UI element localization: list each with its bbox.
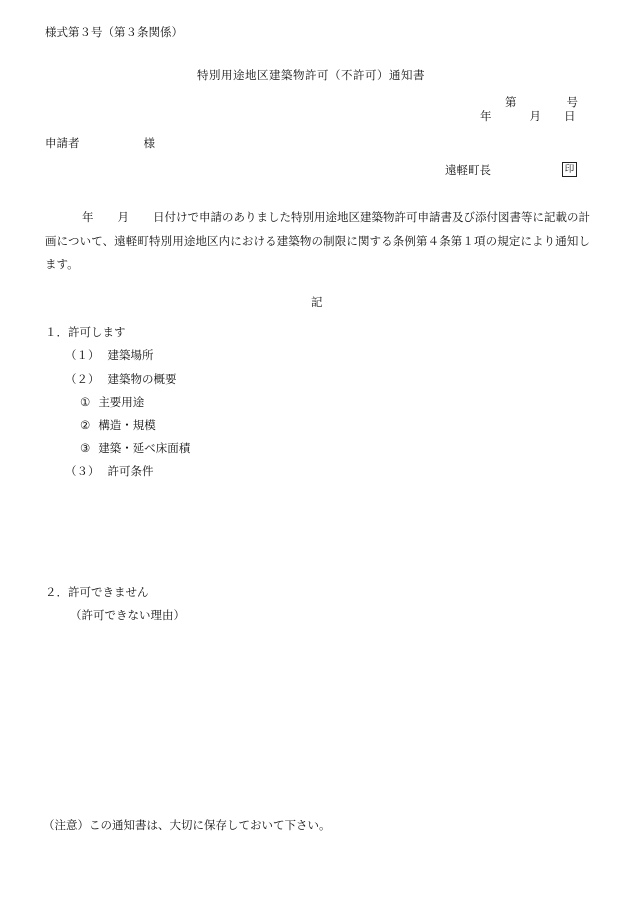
body-text: 日付けで申請のありました特別用途地区建築物許可申請書及び添付図書等に記載の計画について、遠軽町特別用途地区内における建築物の制限に関する条例第４条第１項の規定により通知します。 <box>45 210 590 271</box>
applicant-label: 申請者 <box>45 136 80 150</box>
document-number <box>505 97 578 109</box>
caution-note: （注意）この通知書は、大切に保存しておいて下さい。 <box>43 818 331 832</box>
body-month-label: 月 <box>117 210 129 224</box>
subitem-label: 建築・延べ床面積 <box>98 441 191 455</box>
applicant-line <box>45 138 155 150</box>
issuer-title: 遠軽町長 <box>445 163 491 177</box>
subitem-number: ① <box>80 395 91 409</box>
subitem-label: 構造・規模 <box>98 418 156 432</box>
item-number: （１） <box>65 348 100 362</box>
item-label: 建築物の概要 <box>107 372 177 386</box>
subitem-label: 主要用途 <box>98 395 145 409</box>
subitem-floor-area <box>80 443 190 455</box>
number-prefix: 第 <box>505 95 517 109</box>
seal-mark: 印 <box>562 162 577 177</box>
subitem-number: ② <box>80 418 91 432</box>
date-day-label: 日 <box>564 109 576 123</box>
item-permit-conditions <box>65 466 154 478</box>
item-label: 建築場所 <box>107 348 154 362</box>
item-number: （３） <box>65 464 100 478</box>
item-building-site <box>65 350 154 362</box>
section-permit-heading: １．許可します <box>45 325 126 339</box>
subitem-structure-scale <box>80 420 156 432</box>
deny-reason-label: （許可できない理由） <box>70 608 185 622</box>
ki-heading: 記 <box>311 295 323 309</box>
notice-paragraph <box>45 206 590 277</box>
item-label: 許可条件 <box>107 464 154 478</box>
section-deny-heading: ２．許可できません <box>45 585 149 599</box>
form-number: 様式第３号（第３条関係） <box>45 25 183 39</box>
number-suffix: 号 <box>566 95 578 109</box>
item-number: （２） <box>65 372 100 386</box>
issue-date <box>480 111 576 123</box>
notice-body <box>45 206 590 277</box>
body-year-label: 年 <box>82 210 94 224</box>
applicant-honorific: 様 <box>143 136 155 150</box>
subitem-main-use <box>80 397 144 409</box>
document-title: 特別用途地区建築物許可（不許可）通知書 <box>197 68 425 82</box>
date-month-label: 月 <box>529 109 541 123</box>
date-year-label: 年 <box>480 109 492 123</box>
subitem-number: ③ <box>80 441 91 455</box>
item-building-outline <box>65 374 177 386</box>
